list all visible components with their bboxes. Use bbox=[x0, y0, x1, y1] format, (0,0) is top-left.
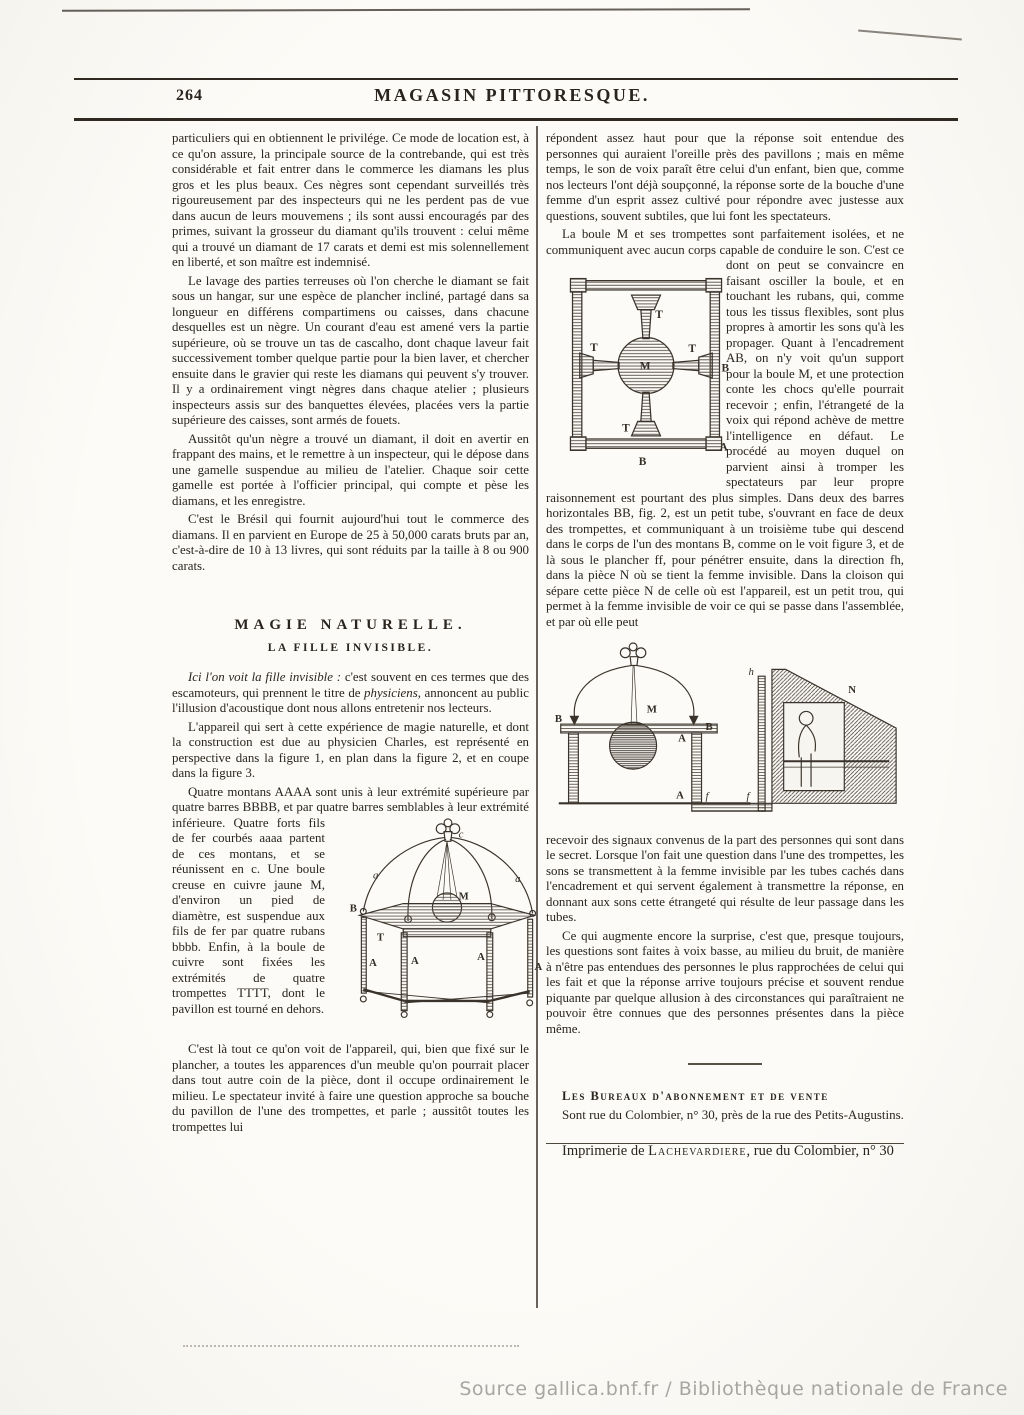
figure-label: B bbox=[638, 455, 647, 468]
figure-label: h bbox=[748, 666, 754, 679]
paragraph bbox=[172, 670, 529, 717]
paragraph: C'est le Brésil qui fournit aujourd'hui tout le commerce des diamans. Il en parvient en Europe de 25 à 50,000 carats bruts par an, c'est-à-dire de 10 à 13 livres, qui sont réduits par la taille à 8 ou 900 carats. bbox=[172, 512, 529, 573]
scan-artifact-top-rule bbox=[62, 8, 750, 11]
section-title: MAGIE NATURELLE. bbox=[234, 617, 467, 633]
paragraph-text: le son. C'est ce dont on peut se convaincre en faisant osciller la boule, et en touchant les rubans, qui, comme tous les tissus flexibles, sont plus propres à amortir les sons qu'à les propager. Quant à l'encadrement AB, on n'y voit qu'un support pour la boule M, et une protection conte les chocs qu'elle pourrait recevoir ; enfin, l'étrangeté de la voix qui répond achève de mettre l'intelligence en défaut. Le procédé au moyen duquel on parvient ainsi à tromper les spectateurs par leur propre raisonnement est pourtant des plus simples. Dans deux des barres horizontales BB, fig. 2, est un petit tube, s'ouvrant en face de deux des trompettes, et communiquant à un troisième tube qui descend dans le corps de l'un des montans B, comme on le voit figure 3, et de là sous le plancher ff, pour pénétrer ensuite, dans la direction fh, dans la pièce N où se tient la femme invisible. Dans la cloison qui sépare cette pièce N de celle où est l'appareil, est un petit trou, qui permet à la femme invisible de voir ce qui se passe dans l'assemblée, et par où elle peut bbox=[546, 242, 904, 629]
figure-2-plan-engraving bbox=[546, 262, 730, 474]
figure-label: T bbox=[655, 308, 663, 321]
scan-artifact-corner-mark bbox=[858, 29, 962, 40]
figure-label: c bbox=[458, 827, 464, 840]
paragraph-text: Quatre montans AAAA sont unis à leur extrémité supérieure par quatre barres BBBB, et par quatre barres bbox=[172, 784, 529, 814]
paragraph: recevoir des signaux convenus de la part des personnes qui sont dans le secret. Lorsque l'on fait une question dans l'une des trompettes, les sons se transmettent à la femme invisible par les tubes cachés dans l'encadrement et qui servent également à transmettre la réponse, en donnant aux sons cette étrangeté qui résulte de leur passage dans les tubes. bbox=[546, 832, 904, 924]
figure-label: a bbox=[373, 868, 379, 881]
intro-text: c'est souvent en ces termes que des escamoteurs, qui prennent le titre de bbox=[172, 670, 529, 700]
figure-label: M bbox=[458, 890, 469, 903]
imprint-line bbox=[546, 1144, 904, 1160]
figure-label: M bbox=[639, 360, 651, 373]
printer-name: Lachevardiere bbox=[648, 1143, 747, 1159]
figure-label: f bbox=[705, 790, 709, 803]
scan-artifact-dotted-line bbox=[183, 1345, 519, 1347]
figure-label: B bbox=[705, 721, 713, 733]
paragraph: répondent assez haut pour que la réponse soit entendue des personnes qui auraient l'oreille près des pavillons ; mais en même temps, le son de voix paraît être celui d'un enfant, bien que, comme nos lecteurs l'ont déjà soupçonné, la réponse sorte de la bouche d'une femme d'un esprit assez cultivé pour répondre avec justesse aux questions, souvent subtiles, que lui font les spectateurs. bbox=[546, 131, 904, 223]
paragraph-text: semblables à leur extrémité inférieure. Quatre forts fils de fer courbés aaaa partent de ces montans, et se réunissent en c. Une boule creuse en cuivre jaune M, d'environ un pied de diamètre, est suspendue aux fils de fer par quatre rubans bbbb. Enfin, à la boule de cuivre sont fixées les extrémités de quatre trompettes TTTT, dont le pavillon est tourné en dehors. bbox=[172, 800, 529, 1016]
header-rule-bottom bbox=[74, 118, 958, 121]
page-number: 264 bbox=[176, 87, 203, 104]
paragraph-text: La boule M et ses trompettes sont parfaitement isolées, et ne communiquent avec aucun corps capable de conduire bbox=[546, 227, 904, 257]
figure-label: T bbox=[376, 931, 385, 944]
paragraph: Ce qui augmente encore la surprise, c'est que, presque toujours, les questions sont faites à voix basse, au milieu du bruit, de manière à n'être pas entendues des personnes le plus rapprochées de celui qui les fait et que la réponse arrive toujours précise et souvent rendue piquante par quelque allusion à des circonstances qui paraîtraient ne pouvoir être connues que des personnes présentes dans la pièce même. bbox=[546, 928, 904, 1036]
paragraph-with-figure bbox=[546, 227, 904, 630]
left-column bbox=[172, 131, 543, 1138]
gallica-source-attribution: Source gallica.bnf.fr / Bibliothèque nationale de France bbox=[459, 1378, 1008, 1400]
paragraph: C'est là tout ce qu'on voit de l'appareil, qui, bien que fixé sur le plancher, a toutes les apparences d'un meuble qu'on pourrait placer dans tout autre coin de la pièce, dont il occupe ordinairement le milieu. Le spectateur invité à faire une question approche sa bouche du pavillon de l'une des trompettes, et parle ; aussitôt toutes les trompettes lui bbox=[172, 1042, 529, 1134]
figure-label: a bbox=[515, 872, 521, 885]
intro-text-rest: , annoncent au public l'illusion d'acoustique dont nous allons entretenir nos lecteurs. bbox=[172, 685, 529, 715]
paragraph: L'appareil qui sert à cette expérience de magie naturelle, et dont la construction est due au physicien Charles, est représenté en perspective dans la figure 1, en plan dans la figure 2, et en coupe dans la figure 3. bbox=[172, 719, 529, 780]
bureaux-address: Sont rue du Colombier, n° 30, près de la rue des Petits-Augustins. bbox=[562, 1107, 904, 1122]
column-divider-rule bbox=[536, 126, 538, 1308]
figure-label: A bbox=[477, 950, 485, 963]
figure-3-section-engraving bbox=[549, 642, 901, 823]
section-subtitle: LA FILLE INVISIBLE. bbox=[267, 641, 434, 654]
intro-italic-lead: Ici l'on voit la fille invisible : bbox=[188, 670, 342, 684]
figure-label: A bbox=[411, 954, 419, 967]
figure-label: B bbox=[554, 713, 563, 726]
paragraph: Aussitôt qu'un nègre a trouvé un diamant, il doit en avertir en frappant des mains, et le remettre à un inspecteur, qui le dépose dans une gamelle suspendue au milieu de l'atelier. Chaque soir cette gamelle est portée à l'officier principal, qui compte et pèse les diamans, et les enregistre. bbox=[172, 431, 529, 508]
figure-label: A bbox=[534, 960, 543, 973]
figure-label: T bbox=[622, 422, 630, 435]
imprint-text: Imprimerie de bbox=[562, 1143, 649, 1159]
paragraph-with-figure bbox=[172, 784, 543, 1018]
figure-label: B bbox=[349, 901, 357, 914]
header-rule-top bbox=[74, 78, 958, 80]
figure-label: T bbox=[590, 342, 598, 355]
figure-label: A bbox=[719, 441, 728, 454]
paragraph: particuliers qui en obtiennent le privilége. Ce mode de location est, à ce qu'on assure, la principale source de la contrebande, qui est très considérable et fait entrer dans le commerce les diamans les plus gros et les plus beaux. Ces nègres sont cependant surveillés très rigoureusement par des inspecteurs qui ne les perdent pas de vue dans aucun de leurs mouvemens ; ils sont aussi encouragés par des primes, suivant la grosseur du diamant qu'ils trouvent : celui même qui a trouvé un diamant de 17 carats et demi est mis solennellement en liberté, et son maître est indemnisé. bbox=[172, 131, 529, 269]
bureaux-title: Les Bureaux d'abonnement et de vente bbox=[562, 1088, 829, 1103]
section-separator-rule bbox=[688, 1063, 762, 1065]
figure-label: A bbox=[678, 732, 686, 745]
figure-label: B bbox=[721, 362, 730, 375]
figure-label: f bbox=[746, 790, 750, 803]
figure-label: M bbox=[646, 703, 657, 716]
journal-title: MAGASIN PITTORESQUE. bbox=[374, 85, 650, 105]
figure-label: N bbox=[848, 683, 856, 696]
intro-italic-term: physiciens bbox=[364, 685, 418, 700]
figure-label: A bbox=[369, 956, 377, 969]
right-column bbox=[546, 131, 904, 1163]
paragraph: Le lavage des parties terreuses où l'on cherche le diamant se fait sous un hangar, sur une espèce de plancher incliné, partagé dans sa longueur en différens compartimens ou caisses, dans chacune desquelles est un nègre. Un courant d'eau est amené vers la partie supérieure, où se trouve un tas de cascalho, dont chaque laveur fait successivement tomber quelque partie pour la bien laver, et chercher ensuite dans le gravier qui reste les diamans qui peuvent s'y trouver. Il y a ordinairement vingt nègres dans chaque atelier ; plusieurs inspecteurs assis sur des banquettes élevées, placées vers la partie supérieure des caisses, sont armés de fouets. bbox=[172, 273, 529, 427]
figure-label: T bbox=[688, 343, 697, 356]
imprint-text-rest: , rue du Colombier, n° 30 bbox=[746, 1143, 894, 1159]
figure-label: A bbox=[676, 789, 684, 802]
figure-1-perspective-engraving bbox=[333, 818, 543, 1039]
